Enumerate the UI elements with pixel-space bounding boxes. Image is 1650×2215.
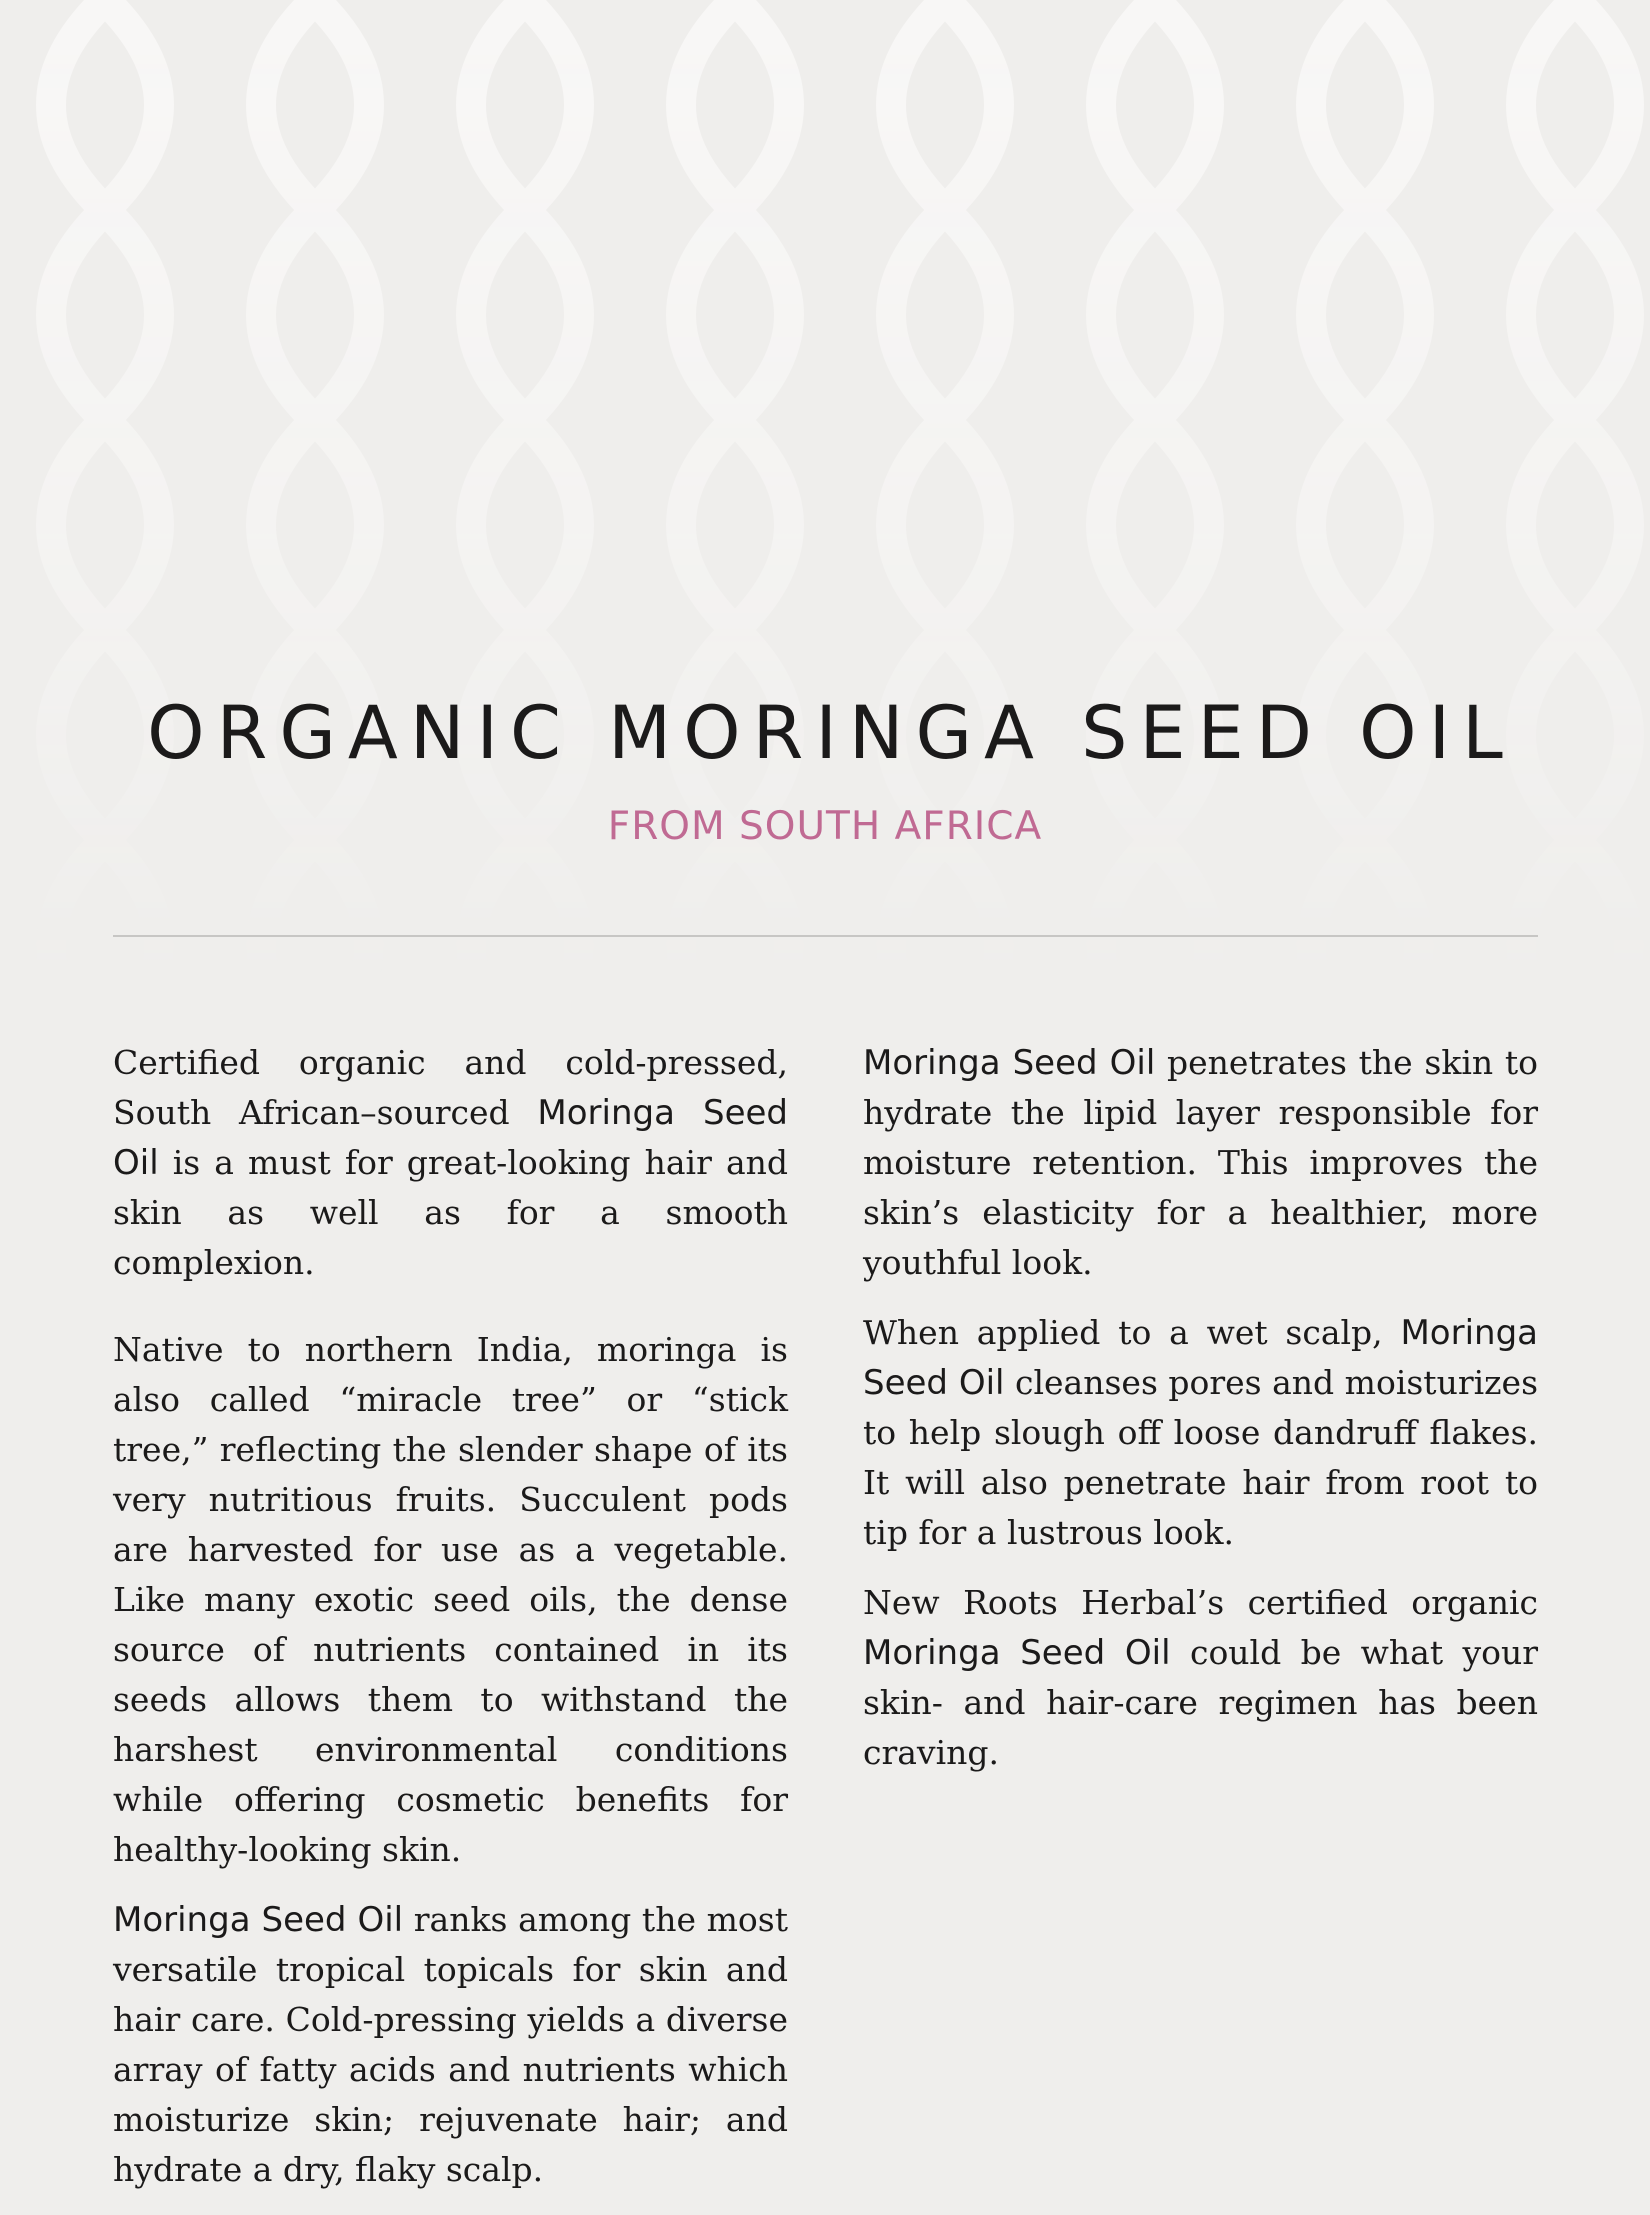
- paragraph-origin: Native to northern India, moringa is also called “miracle tree” or “stick tree,” reflecting the slender shape of its very nutritious fruits. Succulent pods are harvested for use as a vegetable. Like many exotic seed oils, the dense source of nutrients contained in its seeds allows them to withstand the harshest environmental conditions while offering cosmetic benefits for healthy-looking skin.: [113, 1330, 788, 1869]
- page-header: [0, 690, 1650, 850]
- pattern-node: [1349, 194, 1381, 226]
- pattern-node: [719, 194, 751, 226]
- pattern-node: [1139, 194, 1171, 226]
- pattern-node: [299, 404, 331, 436]
- product-name: Moringa Seed Oil: [113, 1093, 788, 1183]
- paragraph-intro: [113, 1038, 788, 1288]
- page-subtitle: FROM SOUTH AFRICA: [607, 803, 1043, 849]
- product-name: Moringa Seed Oil: [863, 1043, 1156, 1083]
- pattern-node: [1139, 404, 1171, 436]
- product-name: Moringa Seed Oil: [863, 1633, 1171, 1673]
- pattern-node: [929, 404, 961, 436]
- body-column-left: [113, 1038, 788, 2215]
- pattern-node: [1559, 614, 1591, 646]
- pattern-node: [89, 404, 121, 436]
- pattern-node: [299, 194, 331, 226]
- paragraph-closing-text-continued: could be what your skin- and hair-care regimen has been craving.: [863, 1633, 1538, 1772]
- pattern-node: [1349, 614, 1381, 646]
- pattern-node: [89, 194, 121, 226]
- paragraph-versatility-text: ranks among the most versatile tropical topicals for skin and hair care. Cold-pressing yields a diverse array of fatty acids and nutrients which moisturize skin; rejuvenate hair; and hydrate a dry, flaky scalp.: [113, 1900, 788, 2189]
- product-name: Moringa Seed Oil: [863, 1313, 1538, 1403]
- pattern-node: [719, 404, 751, 436]
- pattern-node: [1349, 404, 1381, 436]
- header-divider: [113, 935, 1538, 937]
- paragraph-closing: [863, 1578, 1538, 1778]
- paragraph-closing-text: New Roots Herbal’s certified organic: [863, 1583, 1538, 1622]
- paragraph-versatility: [113, 1895, 788, 2195]
- pattern-node: [509, 404, 541, 436]
- paragraph-intro-text: Certified organic and cold-pressed, South African–sourced: [113, 1043, 788, 1132]
- body-column-right: [863, 1038, 1538, 1798]
- pattern-node: [929, 614, 961, 646]
- pattern-node: [1559, 194, 1591, 226]
- paragraph-skin: [863, 1038, 1538, 1288]
- pattern-node: [299, 614, 331, 646]
- product-name: Moringa Seed Oil: [113, 1900, 404, 1940]
- paragraph-scalp-text-continued: cleanses pores and moisturizes to help slough off loose dandruff flakes. It will also penetrate hair from root to tip for a lustrous look.: [863, 1363, 1539, 1552]
- pattern-node: [929, 194, 961, 226]
- pattern-node: [89, 614, 121, 646]
- paragraph-scalp-text: When applied to a wet scalp,: [863, 1313, 1401, 1352]
- paragraph-skin-text: penetrates the skin to hydrate the lipid layer responsible for moisture retention. This improves the skin’s elasticity for a healthier, more youthful look.: [863, 1043, 1538, 1282]
- paragraph-scalp: [863, 1308, 1538, 1558]
- page-title: ORGANIC MORINGA SEED OIL: [147, 691, 1515, 776]
- pattern-node: [509, 614, 541, 646]
- pattern-node: [1559, 404, 1591, 436]
- paragraph-intro-text-continued: is a must for great-looking hair and skin as well as for a smooth complexion.: [113, 1143, 788, 1282]
- pattern-node: [1139, 614, 1171, 646]
- pattern-node: [719, 614, 751, 646]
- pattern-node: [509, 194, 541, 226]
